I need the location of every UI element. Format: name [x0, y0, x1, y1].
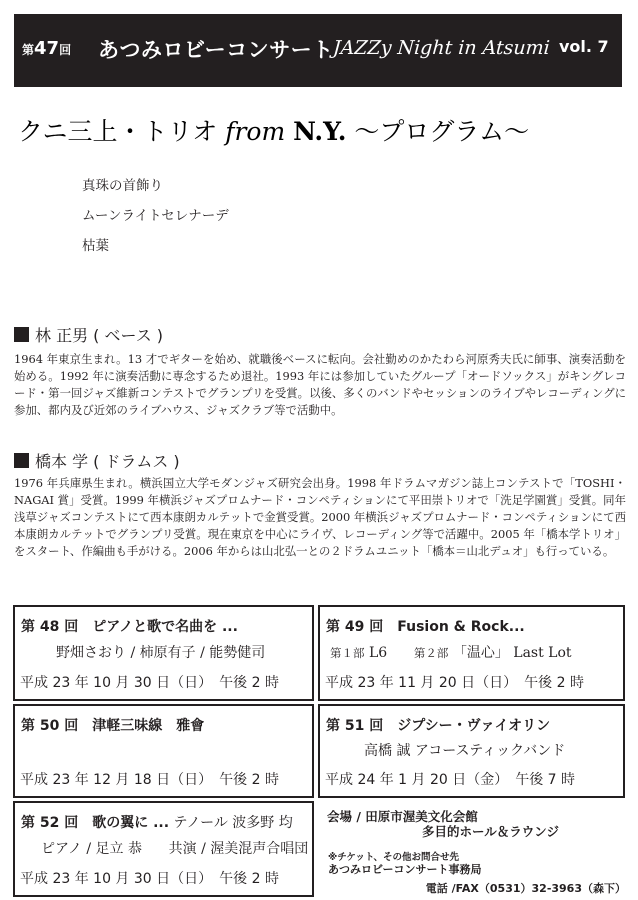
theme-title: JAZZy Night in Atsumi	[332, 37, 551, 59]
contact-note: ※チケット、その他お問合せ先	[328, 852, 460, 863]
program-item: ムーンライトセレナーデ	[82, 208, 229, 224]
concert-performers: 野畑さおり / 柿原有子 / 能勢健司	[56, 645, 266, 661]
member-heading: 林 正男 ( ベース )	[14, 323, 163, 346]
member-bio: 1976 年兵庫県生まれ。横浜国立大学モダンジャズ研究会出身。1998 年ドラムマガジン誌上コンテストで「TOSHI・NAGAI 賞」受賞。1999 年横浜ジャズプロムナード・コンペティションにて平田崇トリオで「洗足学園賞」受賞。同年浅草ジャズコンテストにて西本康朗カルテットで金賞受賞。2000 年横浜ジャズプロムナード・コンペティションにて西本康朗カルテットでグランプリ受賞。現在東京を中心にライヴ、レコーディング等で活躍中。2005 年「橋本学トリオ」をスタート、作編曲も手がける。2006 年からは山北弘一との２ドラムユニット「橋本＝山北デュオ」も行っている。	[14, 476, 626, 558]
title-city: N.Y.	[293, 117, 347, 146]
concert-performers: 高橋 誠 アコースティックバンド	[364, 743, 566, 759]
venue-name: 会場 / 田原市渥美文化会館	[327, 809, 478, 824]
concert-date: 平成 24 年 1 月 20 日（金） 午後 7 時	[325, 772, 576, 788]
concert-heading: 第 51 回 ジプシー・ヴァイオリン	[326, 718, 551, 734]
concert-performers: ピアノ / 足立 恭 共演 / 渥美混声合唱団	[41, 841, 309, 857]
concert-heading: 第 52 回 歌の翼に ... テノール 波多野 均	[21, 815, 293, 831]
program-list	[82, 177, 229, 267]
series-name: あつみロビーコンサート	[98, 38, 334, 62]
concert-card-48	[13, 605, 314, 701]
trio-name: クニ三上・トリオ	[18, 117, 218, 146]
member-heading: 橋本 学 ( ドラムス )	[14, 449, 180, 472]
edition-number: 第47回	[22, 38, 72, 59]
contact-office: あつみロビーコンサート事務局	[328, 863, 482, 876]
venue-hall: 多目的ホール＆ラウンジ	[422, 824, 559, 839]
concert-date: 平成 23 年 10 月 30 日（日） 午後 2 時	[20, 675, 279, 691]
square-bullet-icon	[14, 327, 29, 342]
concert-heading: 第 48 回 ピアノと歌で名曲を ...	[21, 619, 238, 635]
page-title	[18, 112, 529, 148]
concert-card-51	[318, 704, 625, 798]
concert-heading: 第 50 回 津軽三味線 雅會	[21, 718, 205, 734]
title-from: from	[225, 117, 286, 146]
program-heading: ～プログラム～	[354, 117, 530, 146]
concert-heading: 第 49 回 Fusion & Rock...	[326, 619, 525, 635]
concert-card-50	[13, 704, 314, 798]
program-item: 枯葉	[82, 238, 109, 254]
concert-date: 平成 23 年 12 月 18 日（日） 午後 2 時	[20, 772, 279, 788]
concert-lineup: 第１部 L6 第２部 「温心」 Last Lot	[330, 645, 572, 661]
header-banner	[14, 14, 622, 87]
volume-label: vol. 7	[559, 37, 609, 56]
square-bullet-icon	[14, 453, 29, 468]
concert-card-52	[13, 801, 314, 897]
contact-phone: 電話 /FAX（0531）32-3963（森下）	[425, 882, 626, 895]
concert-card-49	[318, 605, 625, 701]
program-item: 真珠の首飾り	[82, 178, 163, 194]
concert-date: 平成 23 年 11 月 20 日（日） 午後 2 時	[325, 675, 584, 691]
concert-date: 平成 23 年 10 月 30 日（日） 午後 2 時	[20, 871, 279, 887]
member-bio: 1964 年東京生まれ。13 才でギターを始め、就職後ベースに転向。会社勤めのかたわら河原秀夫氏に師事、演奏活動を始める。1992 年に演奏活動に専念するため退社。1993 年には参加していたグループ「オードソックス」がキングレコード・第一回ジャズ維新コンテストでグランプリを受賞。以後、多くのバンドやセッションのライブやレコーディングに参加、都内及び近郊のライブハウス、ジャズクラブ等で活動中。	[14, 352, 626, 417]
